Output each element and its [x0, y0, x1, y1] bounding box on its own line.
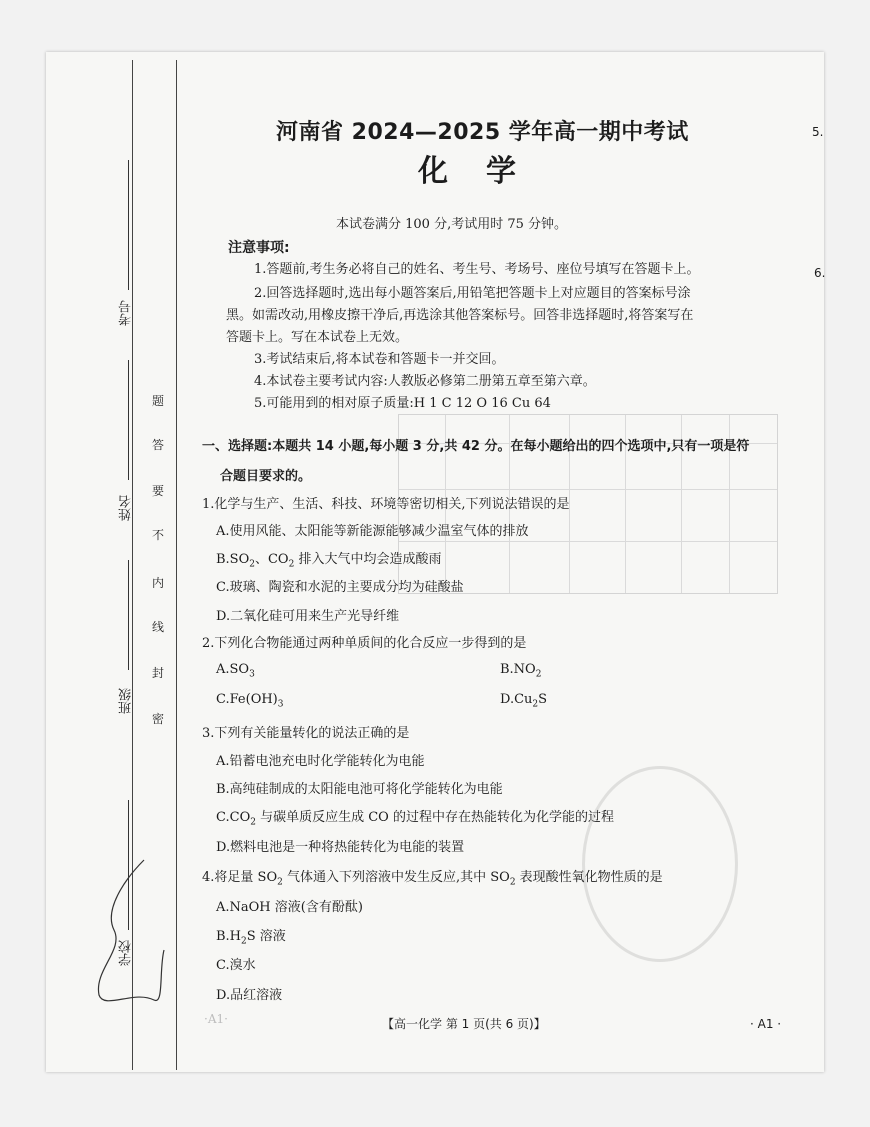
handwritten-scribble: [84, 850, 174, 1020]
exam-title: 河南省 2024—2025 学年高一期中考试: [276, 120, 689, 145]
exam-number-label: 考号: [119, 300, 134, 326]
question-2-stem: 2.下列化合物能通过两种单质间的化合反应一步得到的是: [202, 636, 527, 651]
question-4-stem: 4.将足量 $SO_2$ 气体通入下列溶液中发生反应,其中 $SO_2$ 表现酸性氧化物性质的是: [202, 870, 663, 888]
q2-option-a: $A.SO_3$: [216, 662, 255, 680]
school-label: 学校: [119, 940, 134, 966]
notice-item: 答题卡上。写在本试卷上无效。: [226, 330, 409, 345]
notice-item: 黑。如需改动,用橡皮擦干净后,再选涂其他答案标号。回答非选择题时,将答案写在: [226, 308, 694, 323]
section-heading: [202, 432, 792, 492]
binding-line-inner: [176, 60, 177, 1070]
seal-char: 题: [152, 394, 165, 408]
bleed-through-code: ·A1·: [204, 1012, 228, 1026]
q1-option-c: C.玻璃、陶瓷和水泥的主要成分均为硅酸盐: [216, 580, 464, 595]
notice-heading: 注意事项:: [228, 240, 290, 256]
q2-option-c: $C.Fe(OH)_3$: [216, 692, 284, 710]
question-1-stem: 1.化学与生产、生活、科技、环境等密切相关,下列说法错误的是: [202, 497, 570, 512]
seal-char: 密: [152, 712, 165, 726]
q1-option-a: A.使用风能、太阳能等新能源能够减少温室气体的排放: [216, 524, 529, 539]
q3-option-d: D.燃料电池是一种将热能转化为电能的装置: [216, 840, 465, 855]
q4-option-b: $B.H_2S$ 溶液: [216, 929, 286, 947]
q4-option-a: A.NaOH 溶液(含有酚酞): [216, 900, 363, 915]
q2-option-d: $D.Cu_2S$: [500, 692, 548, 710]
seal-char: 内: [152, 576, 165, 590]
question-3-stem: 3.下列有关能量转化的说法正确的是: [202, 726, 410, 741]
page-footer: 【高一化学 第 1 页(共 6 页)】: [382, 1017, 546, 1031]
section-line: 合题目要求的。: [220, 469, 312, 484]
seal-char: 答: [152, 438, 165, 452]
seal-char: 封: [152, 666, 165, 680]
name-line: [128, 360, 129, 480]
q2-option-b: $B.NO_2$: [500, 662, 542, 680]
notice-item: 4.本试卷主要考试内容:人教版必修第二册第五章至第六章。: [254, 374, 596, 389]
q4-option-c: C.溴水: [216, 958, 256, 973]
class-label: 班级: [119, 688, 134, 714]
class-line: [128, 560, 129, 670]
adjacent-page-number: 5.: [812, 125, 824, 139]
watermark-stamp: [582, 766, 738, 962]
section-line: 一、选择题:本题共 14 小题,每小题 3 分,共 42 分。在每小题给出的四个选项中,只有一项是符: [202, 439, 750, 454]
q4-option-d: D.品红溶液: [216, 988, 283, 1003]
subject-title: 化学: [418, 154, 554, 189]
q1-option-b: $B.SO_2$、$CO_2$ 排入大气中均会造成酸雨: [216, 552, 442, 570]
q3-option-b: B.高纯硅制成的太阳能电池可将化学能转化为电能: [216, 782, 503, 797]
seal-char: 要: [152, 484, 165, 498]
seal-char: 不: [152, 528, 165, 542]
exam-number-line: [128, 160, 129, 290]
q3-option-a: A.铅蓄电池充电时化学能转化为电能: [216, 754, 425, 769]
name-label: 姓名: [119, 495, 134, 521]
page-code: · A1 ·: [750, 1017, 782, 1031]
score-line: 本试卷满分 100 分,考试用时 75 分钟。: [336, 217, 568, 232]
q1-option-d: D.二氧化硅可用来生产光导纤维: [216, 609, 400, 624]
q3-option-c: $C.CO_2$ 与碳单质反应生成 CO 的过程中存在热能转化为化学能的过程: [216, 810, 614, 828]
notice-item: 2.回答选择题时,选出每小题答案后,用铅笔把答题卡上对应题目的答案标号涂: [254, 286, 691, 301]
notice-item: 1.答题前,考生务必将自己的姓名、考生号、考场号、座位号填写在答题卡上。: [254, 262, 700, 277]
adjacent-page-number: 6.: [814, 266, 826, 280]
notice-item: 5.可能用到的相对原子质量:H 1 C 12 O 16 Cu 64: [254, 396, 551, 411]
notice-item: 3.考试结束后,将本试卷和答题卡一并交回。: [254, 352, 505, 367]
seal-char: 线: [152, 620, 165, 634]
